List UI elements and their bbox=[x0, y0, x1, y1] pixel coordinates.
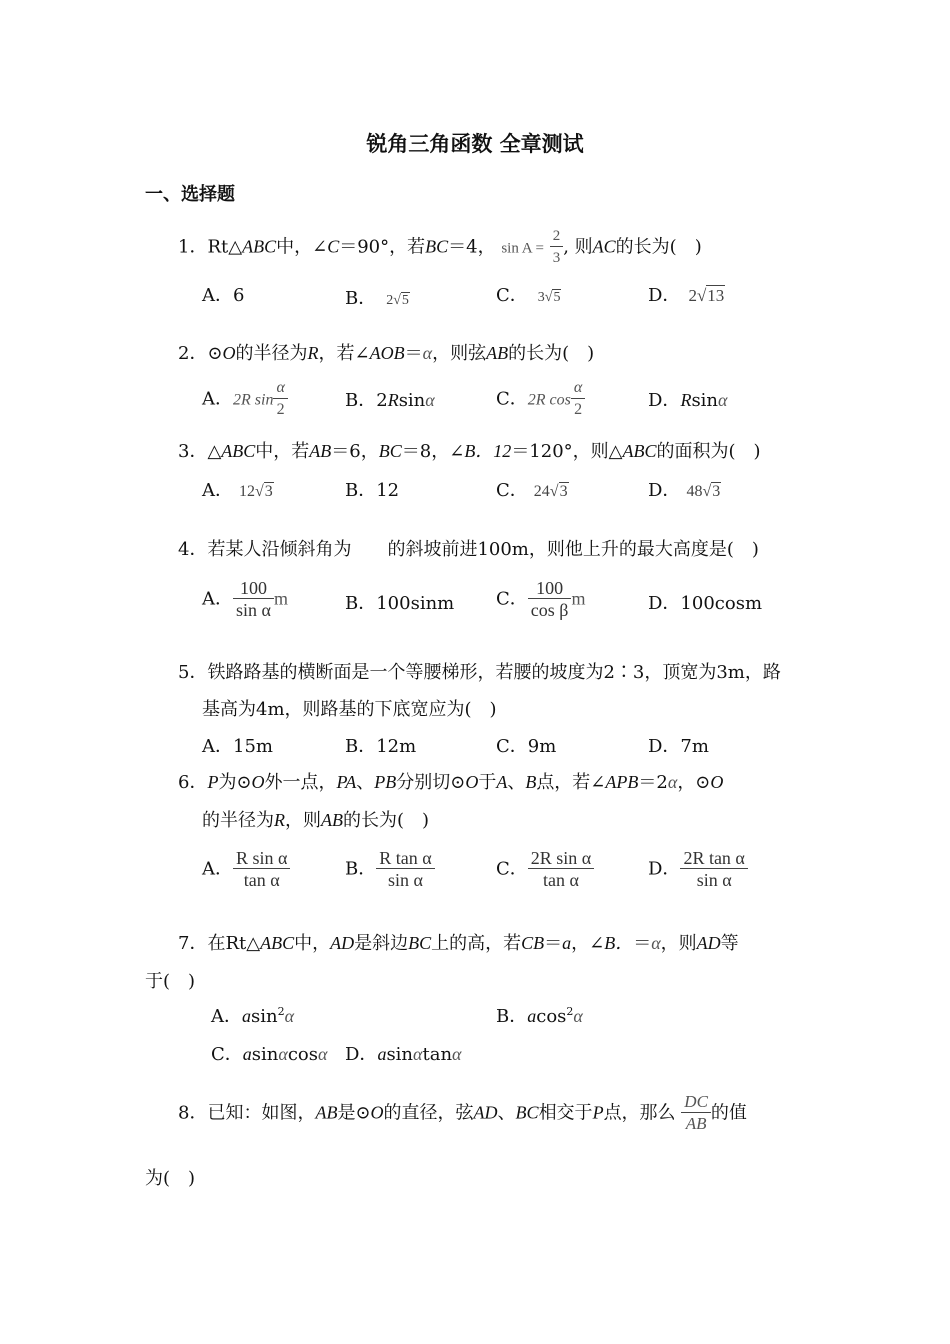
q2-option-b: B．2Rsinα bbox=[345, 390, 435, 411]
q2-option-d: D．Rsinα bbox=[648, 390, 728, 411]
q2-option-c: C．2R cos $\frac{\alpha}{2}$ bbox=[496, 378, 585, 421]
q5-option-c: C．9m bbox=[496, 736, 557, 757]
q1-option-d: D． 2√13 bbox=[648, 285, 725, 306]
question-4: 4．若某人沿倾斜角为 的斜坡前进100m，则他上升的最大高度是( ) bbox=[178, 539, 759, 560]
q7-option-a: A．asin$^2$α bbox=[211, 1005, 295, 1027]
section-heading: 一、选择题 bbox=[145, 184, 235, 205]
q1-option-a: A．6 bbox=[202, 285, 245, 306]
q1-option-b: B． 2√5 bbox=[345, 288, 409, 309]
q7-option-d: D．asinαtanα bbox=[345, 1044, 462, 1065]
q6-option-d: D． $\frac{\text{2R tan α}}{\text{sin α}}$ bbox=[648, 848, 748, 891]
q7-option-b: B．acos$^2$α bbox=[496, 1005, 583, 1027]
sqrt-expression: 24√3 bbox=[533, 483, 568, 500]
q2-option-a: A．2R sin $\frac{\alpha}{2}$ bbox=[202, 378, 288, 421]
q4-option-a: A． $\frac{100}{\text{sin α}}$ m bbox=[202, 578, 288, 620]
question-8-line-2: 为( ) bbox=[145, 1168, 196, 1189]
q6-option-a: A． $\frac{\text{R sin α}}{\text{tan α}}$ bbox=[202, 848, 290, 891]
fraction-dc-ab: $\frac{DC}{AB}$ bbox=[681, 1092, 711, 1135]
question-3: 3．△ABC中，若AB＝6，BC＝8，∠B．12＝120°，则△ABC的面积为( ) bbox=[178, 441, 761, 462]
sqrt-expression: 12√3 bbox=[239, 483, 273, 500]
q7-option-c: C．asinαcosα bbox=[211, 1044, 328, 1065]
fraction-100-cos: $\frac{100}{\text{cos β}}$ bbox=[528, 578, 572, 621]
question-6-line-2: 的半径为R，则AB的长为( ) bbox=[202, 810, 430, 831]
q3-option-d: D． 48√3 bbox=[648, 480, 721, 501]
sqrt-expression: 3√5 bbox=[537, 290, 561, 305]
question-8-line-1: 8．已知：如图，AB是⊙O的直径，弦AD、BC相交于P点，那么 $\frac{DC}{AB}$ 的值 bbox=[178, 1092, 747, 1133]
q4-option-c: C． $\frac{100}{\text{cos β}}$ m bbox=[496, 578, 586, 620]
fraction-alpha-2: $\frac{\alpha}{2}$ bbox=[571, 378, 585, 421]
q5-option-d: D．7m bbox=[648, 736, 709, 757]
q3-option-a: A． 12√3 bbox=[202, 480, 273, 501]
fraction: $\frac{\text{R tan α}}{\text{sin α}}$ bbox=[376, 848, 434, 891]
question-7-line-2: 于( ) bbox=[145, 971, 196, 992]
fraction-100-sin: $\frac{100}{\text{sin α}}$ bbox=[233, 578, 274, 621]
q5-option-a: A．15m bbox=[202, 736, 273, 757]
fraction: $\frac{\text{2R tan α}}{\text{sin α}}$ bbox=[680, 848, 747, 891]
q6-option-b: B． $\frac{\text{R tan α}}{\text{sin α}}$ bbox=[345, 848, 435, 891]
fraction-alpha-2: $\frac{\alpha}{2}$ bbox=[273, 378, 287, 421]
q5-option-b: B．12m bbox=[345, 736, 417, 757]
q6-option-c: C． $\frac{\text{2R sin α}}{\text{tan α}}$ bbox=[496, 848, 594, 891]
q3-option-c: C． 24√3 bbox=[496, 480, 568, 501]
q4-option-b: B．100sinm bbox=[345, 593, 455, 614]
question-7-line-1: 7．在Rt△ABC中，AD是斜边BC上的高，若CB＝a，∠B．＝α，则AD等 bbox=[178, 933, 739, 954]
question-2: 2．⊙O的半径为R，若∠AOB＝α，则弦AB的长为( ) bbox=[178, 343, 595, 364]
q3-option-b: B．12 bbox=[345, 480, 400, 501]
question-5-line-1: 5．铁路路基的横断面是一个等腰梯形，若腰的坡度为2∶3，顶宽为3m，路 bbox=[178, 662, 781, 683]
sqrt-expression: 2√13 bbox=[688, 286, 725, 305]
sin-a-expression: sin A = bbox=[501, 240, 544, 257]
fraction: $\frac{\text{R sin α}}{\text{tan α}}$ bbox=[233, 848, 290, 891]
sqrt-expression: 48√3 bbox=[686, 483, 721, 500]
page-title: 锐角三角函数 全章测试 bbox=[366, 132, 584, 156]
q1-option-c: C． 3√5 bbox=[496, 285, 561, 306]
question-1: 1．Rt△ABC中，∠C＝90°，若BC＝4， sin A = $\frac{2}{3}$ , 则AC的长为( ) bbox=[178, 226, 702, 269]
fraction-2-3: $\frac{2}{3}$ bbox=[550, 226, 564, 269]
question-6-line-1: 6．P为⊙O外一点，PA、PB分别切⊙O于A、B点，若∠APB＝2α，⊙O bbox=[178, 772, 724, 793]
question-5-line-2: 基高为4m，则路基的下底宽应为( ) bbox=[202, 699, 497, 720]
q4-option-d: D．100cosm bbox=[648, 593, 763, 614]
sqrt-expression: 2√5 bbox=[386, 293, 409, 308]
fraction: $\frac{\text{2R sin α}}{\text{tan α}}$ bbox=[528, 848, 594, 891]
